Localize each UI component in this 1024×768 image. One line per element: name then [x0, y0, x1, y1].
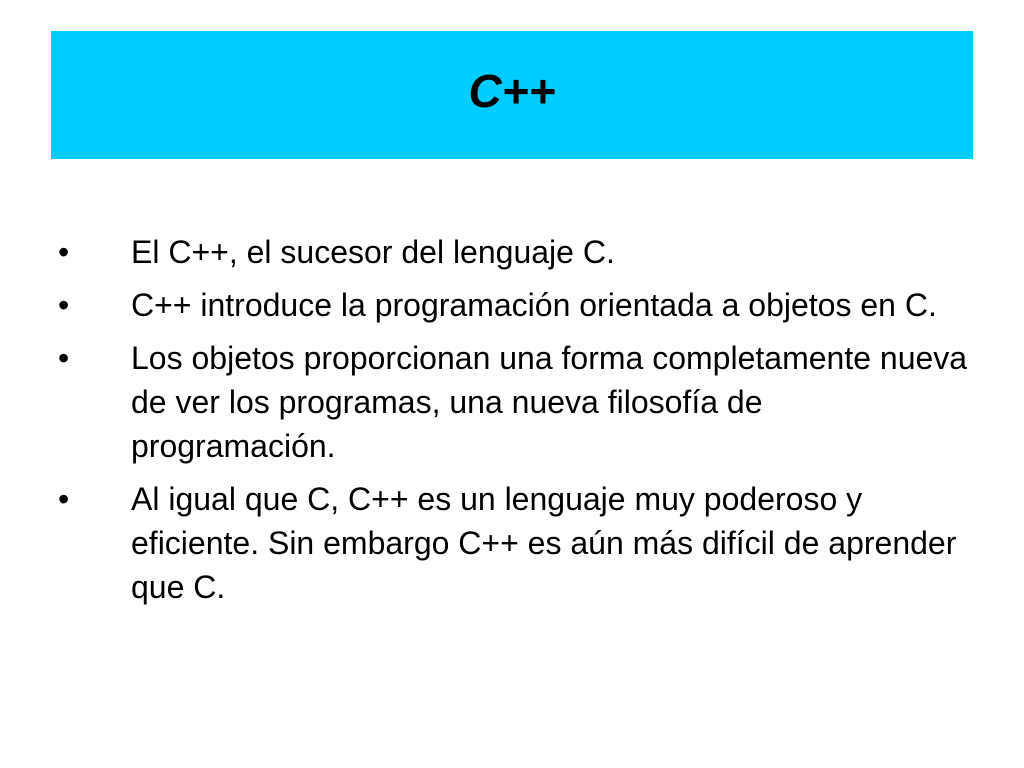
bullet-text: C++ introduce la programación orientada a objetos en C. — [131, 287, 937, 323]
bullet-icon: • — [58, 481, 70, 517]
slide-title: C++ — [468, 65, 556, 117]
bullet-item — [58, 283, 968, 327]
bullet-icon: • — [58, 234, 70, 270]
bullet-list — [58, 230, 968, 618]
bullet-icon: • — [58, 287, 70, 323]
bullet-text: El C++, el sucesor del lenguaje C. — [131, 234, 615, 270]
bullet-item — [58, 230, 968, 274]
bullet-text: Los objetos proporcionan una forma completamente nueva de ver los programas, una nueva filosofía de programación. — [131, 340, 968, 464]
bullet-item — [58, 477, 968, 609]
bullet-text: Al igual que C, C++ es un lenguaje muy poderoso y eficiente. Sin embargo C++ es aún más difícil de aprender que C. — [131, 481, 957, 605]
title-bar — [51, 31, 973, 159]
bullet-item — [58, 336, 968, 468]
bullet-icon: • — [58, 340, 70, 376]
